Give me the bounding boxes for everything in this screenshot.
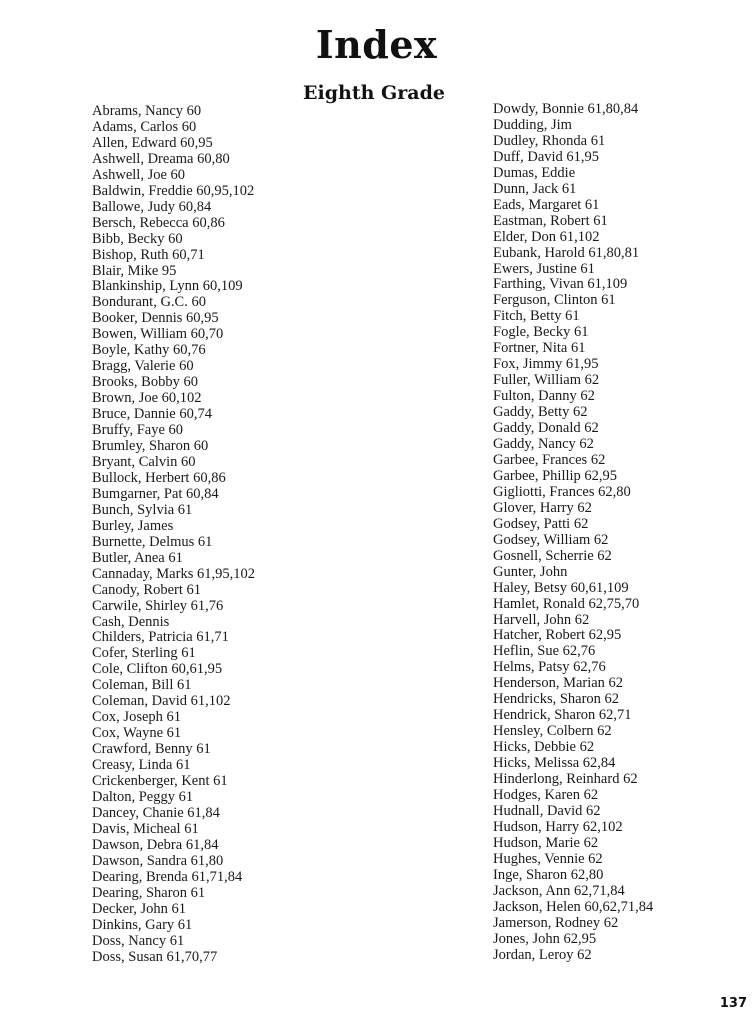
index-entry: Bryant, Calvin 60 [92, 453, 196, 470]
index-entry: Jackson, Helen 60,62,71,84 [493, 898, 654, 915]
index-entry: Decker, John 61 [92, 900, 187, 917]
index-entry: Fitch, Betty 61 [493, 308, 580, 325]
index-entry: Fox, Jimmy 61,95 [493, 356, 599, 373]
index-entry: Hinderlong, Reinhard 62 [493, 771, 638, 788]
index-entry: Henderson, Marian 62 [493, 675, 624, 692]
index-entry: Hatcher, Robert 62,95 [493, 627, 622, 644]
index-entry: Abrams, Nancy 60 [92, 103, 202, 119]
index-entry: Eads, Margaret 61 [493, 196, 600, 213]
index-entry: Cox, Wayne 61 [92, 725, 182, 742]
index-entry: Hicks, Melissa 62,84 [493, 755, 616, 772]
index-entry: Ewers, Justine 61 [493, 260, 595, 277]
index-entry: Fortner, Nita 61 [493, 340, 586, 357]
index-entry: Jamerson, Rodney 62 [493, 914, 619, 931]
index-entry: Jones, John 62,95 [493, 930, 597, 947]
index-entry: Gaddy, Betty 62 [493, 404, 588, 421]
index-entry: Bondurant, G.C. 60 [92, 294, 206, 311]
index-entry: Bersch, Rebecca 60,86 [92, 214, 225, 231]
index-entry: Ashwell, Dreama 60,80 [92, 150, 230, 167]
index-entry: Hughes, Vennie 62 [493, 850, 603, 867]
index-column-right [493, 102, 653, 963]
index-entry: Dumas, Eddie [493, 164, 576, 181]
index-entry: Hensley, Colbern 62 [493, 723, 612, 740]
index-entry: Bragg, Valerie 60 [92, 358, 194, 375]
index-entry: Harvell, John 62 [493, 611, 590, 628]
index-entry: Ferguson, Clinton 61 [493, 292, 616, 309]
index-entry: Ballowe, Judy 60,84 [92, 198, 212, 215]
index-entry: Boyle, Kathy 60,76 [92, 342, 206, 359]
index-entry: Blankinship, Lynn 60,109 [92, 278, 243, 295]
index-entry: Haley, Betsy 60,61,109 [493, 579, 629, 596]
index-entry: Doss, Nancy 61 [92, 932, 185, 949]
index-entry: Cox, Joseph 61 [92, 709, 182, 726]
index-entry: Doss, Susan 61,70,77 [92, 948, 218, 965]
index-entry: Baldwin, Freddie 60,95,102 [92, 182, 255, 199]
section-subtitle: Eighth Grade [303, 82, 445, 104]
index-entry: Dowdy, Bonnie 61,80,84 [493, 101, 639, 117]
index-column-left [92, 104, 255, 965]
index-entry: Glover, Harry 62 [493, 499, 592, 516]
index-entry: Fuller, William 62 [493, 372, 600, 389]
index-entry: Hudnall, David 62 [493, 802, 601, 819]
index-entry: Gosnell, Scherrie 62 [493, 547, 612, 564]
index-entry: Dearing, Brenda 61,71,84 [92, 868, 243, 885]
index-entry: Godsey, Patti 62 [493, 515, 589, 532]
index-entry: Gaddy, Nancy 62 [493, 436, 594, 453]
index-entry: Eastman, Robert 61 [493, 212, 608, 229]
index-entry: Bumgarner, Pat 60,84 [92, 485, 219, 502]
index-entry: Fogle, Becky 61 [493, 324, 589, 341]
index-entry: Bruffy, Faye 60 [92, 422, 184, 439]
index-entry: Garbee, Frances 62 [493, 451, 606, 468]
index-entry: Dinkins, Gary 61 [92, 916, 193, 933]
index-entry: Allen, Edward 60,95 [92, 134, 213, 151]
index-entry: Davis, Micheal 61 [92, 820, 199, 837]
index-entry: Dalton, Peggy 61 [92, 788, 194, 805]
index-entry: Cash, Dennis [92, 613, 170, 630]
index-entry: Hicks, Debbie 62 [493, 739, 595, 756]
index-entry: Dawson, Sandra 61,80 [92, 852, 224, 869]
index-entry: Hamlet, Ronald 62,75,70 [493, 595, 640, 612]
index-entry: Garbee, Phillip 62,95 [493, 467, 618, 484]
index-entry: Bullock, Herbert 60,86 [92, 469, 226, 486]
index-entry: Gigliotti, Frances 62,80 [493, 483, 631, 500]
index-entry: Helms, Patsy 62,76 [493, 659, 606, 676]
index-entry: Bishop, Ruth 60,71 [92, 246, 205, 263]
index-entry: Creasy, Linda 61 [92, 757, 191, 774]
index-entry: Blair, Mike 95 [92, 262, 177, 279]
index-entry: Ashwell, Joe 60 [92, 166, 186, 183]
index-entry: Gaddy, Donald 62 [493, 420, 599, 437]
index-entry: Hudson, Marie 62 [493, 834, 599, 851]
index-entry: Eubank, Harold 61,80,81 [493, 244, 640, 261]
page-title: Index [315, 22, 438, 67]
index-entry: Heflin, Sue 62,76 [493, 643, 596, 660]
index-entry: Inge, Sharon 62,80 [493, 866, 604, 883]
index-entry: Bunch, Sylvia 61 [92, 501, 193, 518]
index-entry: Butler, Anea 61 [92, 549, 183, 566]
index-entry: Childers, Patricia 61,71 [92, 629, 229, 646]
index-entry: Bowen, William 60,70 [92, 326, 224, 343]
index-entry: Hendricks, Sharon 62 [493, 691, 620, 708]
index-entry: Bruce, Dannie 60,74 [92, 406, 212, 423]
index-entry: Brumley, Sharon 60 [92, 438, 209, 455]
index-entry: Dearing, Sharon 61 [92, 884, 206, 901]
index-entry: Brooks, Bobby 60 [92, 374, 198, 391]
index-entry: Hendrick, Sharon 62,71 [493, 707, 632, 724]
index-entry: Farthing, Vivan 61,109 [493, 276, 628, 293]
index-entry: Bibb, Becky 60 [92, 230, 183, 247]
index-entry: Dudding, Jim [493, 116, 572, 133]
index-entry: Burnette, Delmus 61 [92, 533, 213, 550]
index-entry: Godsey, William 62 [493, 531, 609, 548]
index-entry: Cole, Clifton 60,61,95 [92, 661, 223, 678]
index-entry: Gunter, John [493, 563, 568, 580]
index-entry: Jordan, Leroy 62 [493, 946, 592, 963]
index-entry: Fulton, Danny 62 [493, 388, 595, 405]
index-entry: Hodges, Karen 62 [493, 786, 599, 803]
index-entry: Booker, Dennis 60,95 [92, 310, 219, 327]
index-entry: Dunn, Jack 61 [493, 180, 577, 197]
index-entry: Crickenberger, Kent 61 [92, 773, 228, 790]
page-number: 137 [719, 996, 747, 1011]
index-entry: Duff, David 61,95 [493, 148, 600, 165]
index-entry: Dawson, Debra 61,84 [92, 836, 219, 853]
index-entry: Canody, Robert 61 [92, 581, 202, 598]
index-entry: Dudley, Rhonda 61 [493, 132, 606, 149]
index-entry: Hudson, Harry 62,102 [493, 818, 623, 835]
index-entry: Cannaday, Marks 61,95,102 [92, 565, 255, 582]
index-entry: Dancey, Chanie 61,84 [92, 804, 220, 821]
index-entry: Coleman, David 61,102 [92, 693, 231, 710]
index-entry: Coleman, Bill 61 [92, 677, 192, 694]
index-entry: Brown, Joe 60,102 [92, 390, 202, 407]
index-entry: Crawford, Benny 61 [92, 741, 211, 758]
index-entry: Cofer, Sterling 61 [92, 645, 196, 662]
index-entry: Adams, Carlos 60 [92, 118, 197, 135]
index-entry: Carwile, Shirley 61,76 [92, 597, 224, 614]
index-entry: Jackson, Ann 62,71,84 [493, 882, 625, 899]
index-entry: Burley, James [92, 517, 174, 534]
index-entry: Elder, Don 61,102 [493, 228, 600, 245]
